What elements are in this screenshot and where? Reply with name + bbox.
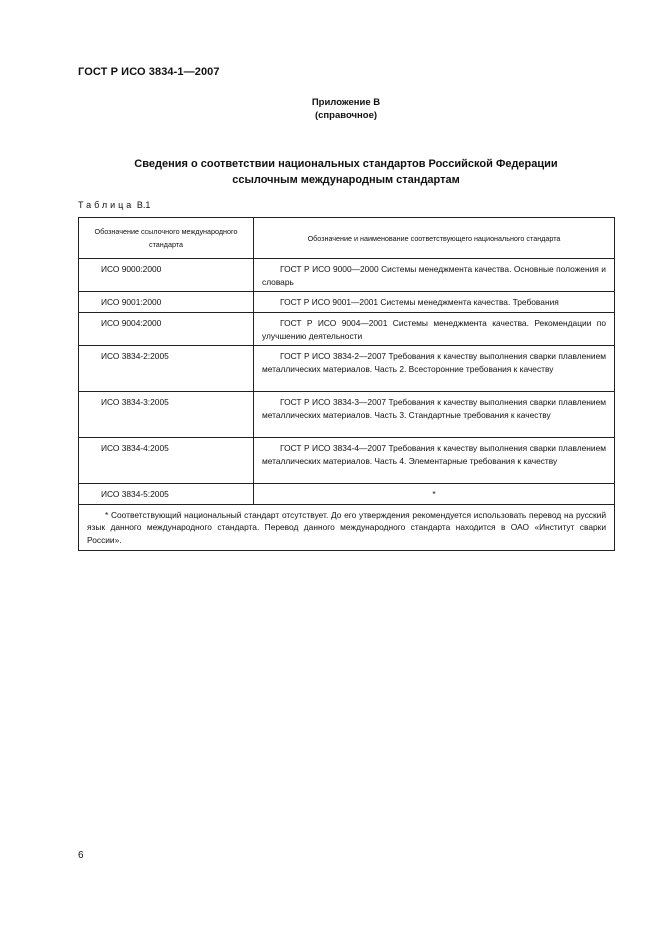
table-row [79, 292, 615, 313]
section-title-line-1: Сведения о соответствии национальных стандартов Российской Федерации [134, 158, 558, 170]
document-header: ГОСТ Р ИСО 3834-1—2007 [78, 66, 220, 78]
table-row [79, 484, 615, 505]
section-title-line-2: ссылочным международным стандартам [232, 174, 460, 186]
header-national-standard: Обозначение и наименование соответствующего национального стандарта [254, 218, 615, 259]
ref-standard-cell: ИСО 3834-4:2005 [79, 438, 254, 484]
ref-standard-cell: ИСО 3834-2:2005 [79, 346, 254, 392]
national-standard-cell: ГОСТ Р ИСО 3834-4—2007 Требования к качеству выполнения сварки плавлением металлических материалов. Часть 4. Элементарные требования к качеству [254, 438, 615, 484]
appendix-subtitle: (справочное) [314, 110, 378, 121]
table-header-row [79, 218, 615, 259]
table-row [79, 346, 615, 392]
ref-standard-cell: ИСО 9000:2000 [79, 259, 254, 292]
table-row [79, 392, 615, 438]
national-standard-cell: ГОСТ Р ИСО 3834-3—2007 Требования к качеству выполнения сварки плавлением металлических материалов. Часть 3. Стандартные требования к качеству [254, 392, 615, 438]
table-caption-number: В.1 [136, 200, 151, 210]
table-caption [78, 200, 150, 210]
national-standard-cell: ГОСТ Р ИСО 9004—2001 Системы менеджмента качества. Рекомендации по улучшению деятельности [254, 313, 615, 346]
table-footnote: * Соответствующий национальный стандарт отсутствует. До его утверждения рекомендуется использовать перевод на русский язык данного международного стандарта. Перевод данного международного стандарта находится в ОАО «Институт сварки России». [79, 504, 615, 551]
national-standard-cell: ГОСТ Р ИСО 9000—2000 Системы менеджмента качества. Основные положения и словарь [254, 259, 615, 292]
appendix-heading [0, 96, 661, 122]
table-caption-prefix: Таблица [78, 200, 135, 210]
table-footnote-row [79, 504, 615, 551]
page-number: 6 [78, 850, 84, 861]
ref-standard-cell: ИСО 9004:2000 [79, 313, 254, 346]
national-standard-cell: ГОСТ Р ИСО 9001—2001 Системы менеджмента качества. Требования [254, 292, 615, 313]
header-ref-standard: Обозначение ссылочного международного стандарта [79, 218, 254, 259]
ref-standard-cell: ИСО 9001:2000 [79, 292, 254, 313]
section-title [0, 156, 661, 188]
table-row [79, 259, 615, 292]
national-standard-cell: * [254, 484, 615, 505]
standards-correspondence-table [78, 217, 615, 551]
table-row [79, 438, 615, 484]
appendix-title: Приложение В [311, 97, 381, 108]
national-standard-cell: ГОСТ Р ИСО 3834-2—2007 Требования к качеству выполнения сварки плавлением металлических материалов. Часть 2. Всесторонние требования к качеству [254, 346, 615, 392]
ref-standard-cell: ИСО 3834-3:2005 [79, 392, 254, 438]
ref-standard-cell: ИСО 3834-5:2005 [79, 484, 254, 505]
table-row [79, 313, 615, 346]
